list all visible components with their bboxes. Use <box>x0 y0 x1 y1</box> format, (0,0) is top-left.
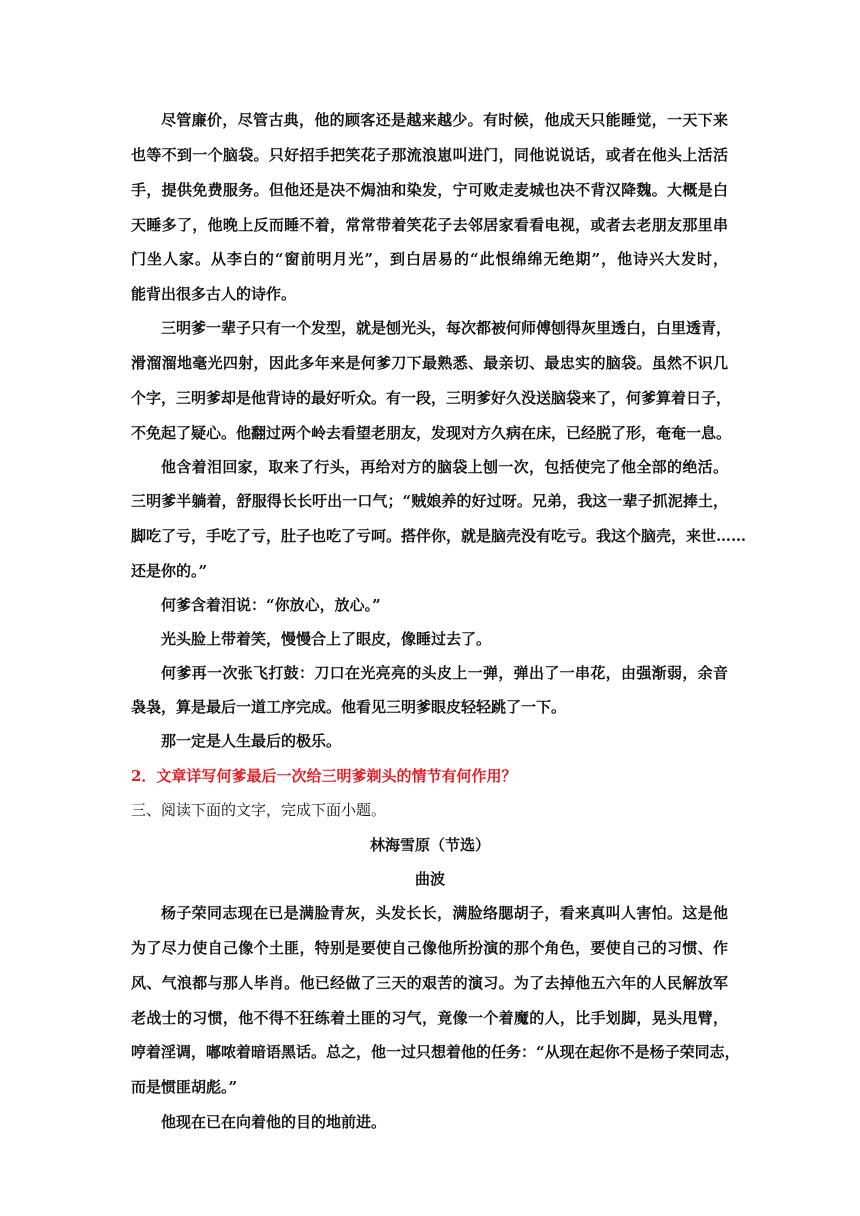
paragraph-line: 而是惯匪胡彪。” <box>131 1078 238 1096</box>
paragraph-line: 那一定是人生最后的极乐。 <box>161 732 342 750</box>
paragraph-line: 不免起了疑心。他翻过两个岭去看望老朋友，发现对方久病在床，已经脱了形，奄奄一息。 <box>131 424 732 442</box>
paragraph-line: 他含着泪回家，取来了行头，再给对方的脑袋上刨一次，包括使完了他全部的绝活。 <box>161 458 728 476</box>
paragraph-line: 个字，三明爹却是他背诗的最好听众。有一段，三明爹好久没送脑袋来了，何爹算着日子， <box>131 389 732 407</box>
paragraph-line: 能背出很多古人的诗作。 <box>131 285 297 303</box>
paragraph-line: 哼着淫调，嘟哝着暗语黑话。总之，他一过只想着他的任务：“从现在起你不是杨子荣同志， <box>131 1043 740 1061</box>
paragraph-line: 袅袅，算是最后一道工序完成。他看见三明爹眼皮轻轻跳了一下。 <box>131 698 567 716</box>
question-text: 2．文章详写何爹最后一次给三明爹剃头的情节有何作用？ <box>131 767 517 785</box>
paragraph-line: 光头脸上带着笑，慢慢合上了眼皮，像睡过去了。 <box>161 630 492 648</box>
paragraph-line: 三明爹一辈子只有一个发型，就是刨光头，每次都被何师傅刨得灰里透白，白里透青， <box>161 319 732 337</box>
paragraph-line: 还是你的。” <box>131 562 208 580</box>
section-heading: 三、阅读下面的文字，完成下面小题。 <box>131 801 387 819</box>
paragraph-line: 手，提供免费服务。但他还是决不焗油和染发，宁可败走麦城也决不背汉降魏。大概是白 <box>131 181 728 199</box>
paragraph-line: 天睡多了，他晚上反而睡不着，常常带着笑花子去邻居家看看电视，或者去老朋友那里串 <box>131 216 728 234</box>
article-title: 林海雪原（节选） <box>369 836 490 854</box>
paragraph-line: 老战士的习惯，他不得不狂练着土匪的习气，竟像一个着魔的人，比手划脚，晃头甩臂， <box>131 1009 728 1027</box>
paragraph-line: 为了尽力使自己像个土匪，特别是要使自己像他所扮演的那个角色，要使自己的习惯、作 <box>131 939 728 957</box>
paragraph-line: 脚吃了亏，手吃了亏，肚子也吃了亏呵。搭伴你，就是脑壳没有吃亏。我这个脑壳，来世…… <box>131 527 747 545</box>
paragraph-line: 他现在已在向着他的目的地前进。 <box>161 1113 387 1131</box>
paragraph-line: 何爹含着泪说：“你放心，放心。” <box>161 596 381 614</box>
paragraph-line: 风、气浪都与那人毕肖。他已经做了三天的艰苦的演习。为了去掉他五六年的人民解放军 <box>131 974 728 992</box>
paragraph-line: 门坐人家。从李白的“窗前明月光”，到白居易的“此恨绵绵无绝期”，他诗兴大发时， <box>131 250 728 268</box>
paragraph-line: 三明爹半躺着，舒服得长长吁出一口气；“贼娘养的好过呀。兄弟，我这一辈子抓泥捧土， <box>131 492 728 510</box>
paragraph-line: 滑溜溜地毫光四射，因此多年来是何爹刀下最熟悉、最亲切、最忠实的脑袋。虽然不识几 <box>131 354 728 372</box>
paragraph-line: 杨子荣同志现在已是满脸青灰，头发长长，满脸络腮胡子，看来真叫人害怕。这是他 <box>161 904 728 922</box>
paragraph-line: 何爹再一次张飞打鼓：刀口在光亮亮的头皮上一弹，弹出了一串花，由强渐弱，余音 <box>161 664 728 682</box>
paragraph-line: 尽管廉价，尽管古典，他的顾客还是越来越少。有时候，他成天只能睡觉，一天下来 <box>161 111 728 129</box>
paragraph-line: 也等不到一个脑袋。只好招手把笑花子那流浪崽叫进门，同他说说话，或者在他头上活活 <box>131 146 728 164</box>
article-author: 曲波 <box>414 870 445 888</box>
